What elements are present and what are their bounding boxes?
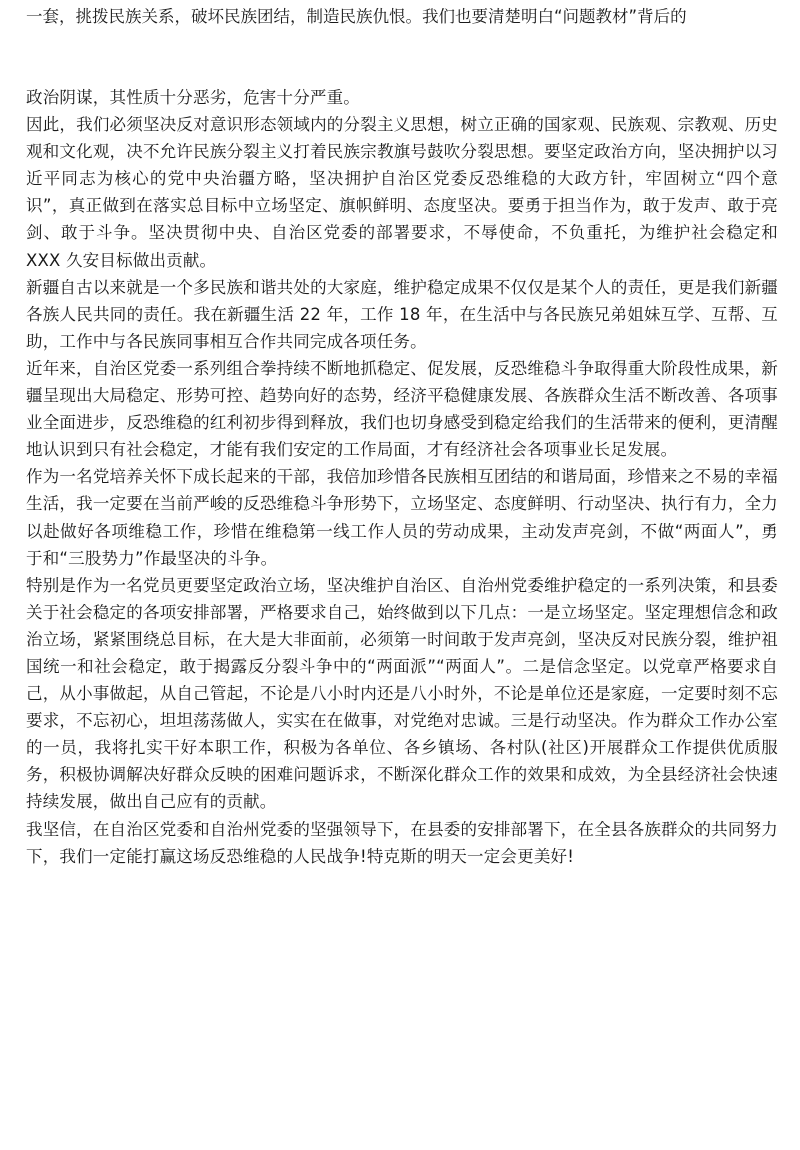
paragraph-4: 近年来，自治区党委一系列组合拳持续不断地抓稳定、促发展，反恐维稳斗争取得重大阶段性成果，新疆呈现出大局稳定、形势可控、趋势向好的态势，经济平稳健康发展、各族群众生活不断改善、各项事业全面进步，反恐维稳的红利初步得到释放，我们也切身感受到稳定给我们的生活带来的便利，更清醒地认识到只有社会稳定，才能有我们安定的工作局面，才有经济社会各项事业长足发展。 <box>26 358 778 460</box>
paragraph-2: 因此，我们必须坚决反对意识形态领域内的分裂主义思想，树立正确的国家观、民族观、宗教观、历史观和文化观，决不允许民族分裂主义打着民族宗教旗号鼓吹分裂思想。要坚定政治方向，坚决拥护以习近平同志为核心的党中央治疆方略，坚决拥护自治区党委反恐维稳的大政方针，牢固树立“四个意识”，真正做到在落实总目标中立场坚定、旗帜鲜明、态度坚决。要勇于担当作为，敢于发声、敢于亮剑、敢于斗争。坚决贯彻中央、自治区党委的部署要求，不辱使命，不负重托，为维护社会稳定和 XXX 久安目标做出贡献。 <box>26 115 778 270</box>
paragraph-6: 特别是作为一名党员更要坚定政治立场，坚决维护自治区、自治州党委维护稳定的一系列决策，和县委关于社会稳定的各项安排部署，严格要求自己，始终做到以下几点：一是立场坚定。坚定理想信念和政治立场，紧紧围绕总目标，在大是大非面前，必须第一时间敢于发声亮剑，坚决反对民族分裂，维护祖国统一和社会稳定，敢于揭露反分裂斗争中的“两面派”“两面人”。二是信念坚定。以党章严格要求自己，从小事做起，从自己管起，不论是八小时内还是八小时外，不论是单位还是家庭，一定要时刻不忘要求，不忘初心，坦坦荡荡做人，实实在在做事，对党绝对忠诚。三是行动坚决。作为群众工作办公室的一员，我将扎实干好本职工作，积极为各单位、各乡镇场、各村队(社区)开展群众工作提供优质服务，积极协调解决好群众反映的困难问题诉求，不断深化群众工作的效果和成效，为全县经济社会快速持续发展，做出自己应有的贡献。 <box>26 575 778 812</box>
paragraph-5: 作为一名党培养关怀下成长起来的干部，我倍加珍惜各民族相互团结的和谐局面，珍惜来之不易的幸福生活，我一定要在当前严峻的反恐维稳斗争形势下，立场坚定、态度鲜明、行动坚决、执行有力，全力以赴做好各项维稳工作，珍惜在维稳第一线工作人员的劳动成果，主动发声亮剑，不做“两面人”，勇于和“三股势力”作最坚决的斗争。 <box>26 467 778 568</box>
paragraph-7: 我坚信，在自治区党委和自治州党委的坚强领导下，在县委的安排部署下，在全县各族群众的共同努力下，我们一定能打赢这场反恐维稳的人民战争!特克斯的明天一定会更美好! <box>26 819 778 866</box>
document-body <box>26 84 778 870</box>
paragraph-3: 新疆自古以来就是一个多民族和谐共处的大家庭，维护稳定成果不仅仅是某个人的责任，更是我们新疆各族人民共同的责任。我在新疆生活 22 年，工作 18 年，在生活中与各民族兄弟姐妹互学、互帮、互助，工作中与各民族同事相互合作共同完成各项任务。 <box>26 277 778 351</box>
paragraph-1: 政治阴谋，其性质十分恶劣，危害十分严重。 <box>26 88 360 107</box>
document-first-line: 一套，挑拨民族关系，破坏民族团结，制造民族仇恨。我们也要清楚明白“问题教材”背后的 <box>26 7 687 26</box>
